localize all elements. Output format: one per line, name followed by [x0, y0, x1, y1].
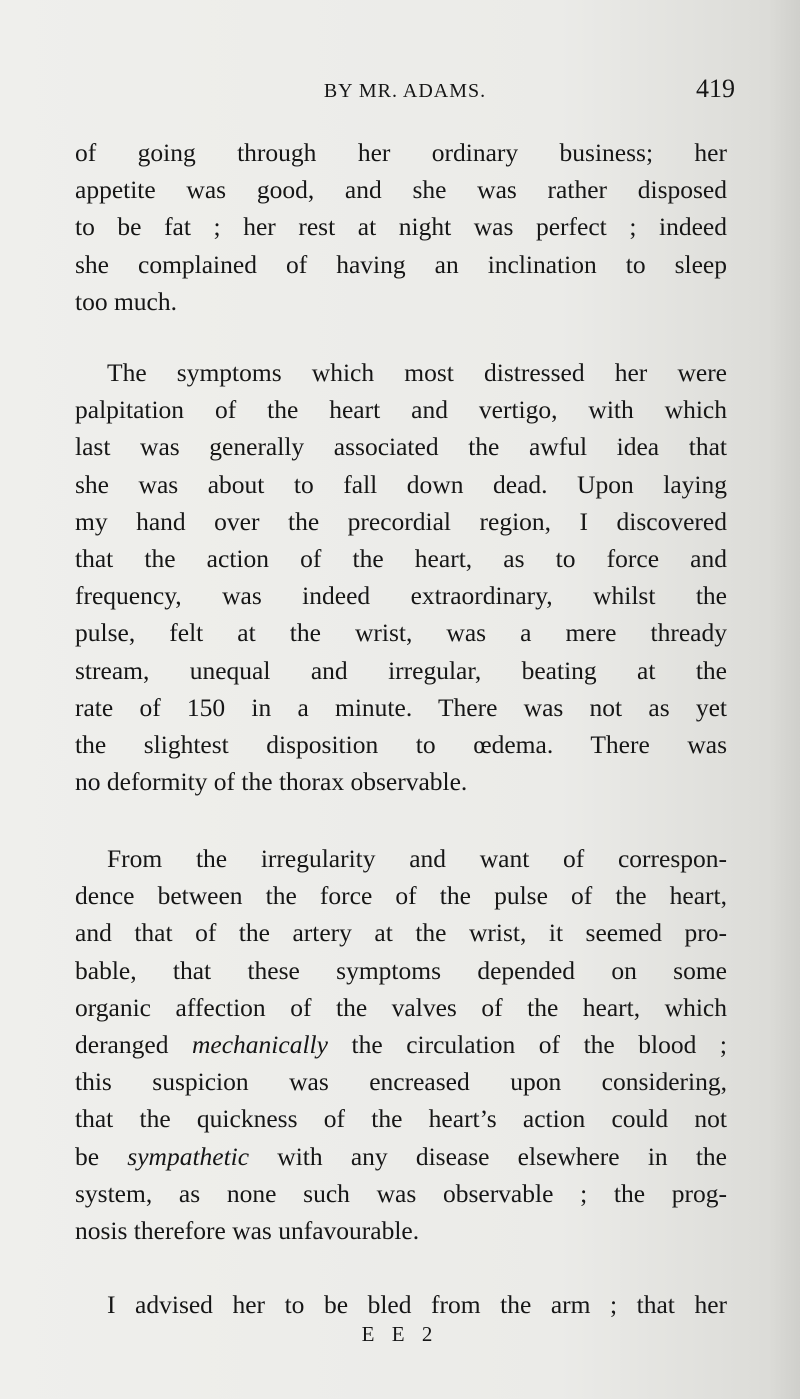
text-line: frequency, was indeed extraordinary, whilst the — [75, 581, 727, 611]
text-run: with any disease elsewhere in the — [249, 1141, 728, 1171]
text-line: and that of the artery at the wrist, it seemed pro- — [75, 918, 727, 948]
text-line: to be fat ; her rest at night was perfect ; indeed — [75, 212, 727, 242]
text-line: nosis therefore was unfavourable. — [75, 1215, 420, 1245]
paragraph-1 — [75, 134, 727, 320]
text-line: dence between the force of the pulse of the heart, — [75, 881, 727, 911]
text-line: system, as none such was observable ; the prog- — [75, 1178, 727, 1208]
paragraph-4 — [75, 1286, 727, 1323]
text-line: she complained of having an inclination to sleep — [75, 249, 727, 279]
text-line: organic affection of the valves of the heart, which — [75, 992, 727, 1022]
text-line: The symptoms which most distressed her were — [107, 358, 727, 387]
text-line: too much. — [75, 286, 177, 316]
text-line: that the action of the heart, as to force and — [75, 543, 727, 573]
text-line: From the irregularity and want of correspon- — [107, 844, 727, 873]
text-line: this suspicion was encreased upon considering, — [75, 1067, 727, 1097]
paragraph-2 — [75, 354, 727, 800]
italic-word: sympathetic — [127, 1141, 250, 1171]
text-run: deranged — [75, 1029, 192, 1059]
text-line: stream, unequal and irregular, beating at the — [75, 655, 727, 685]
italic-word: mechanically — [192, 1029, 328, 1059]
text-line: pulse, felt at the wrist, was a mere thready — [75, 618, 727, 648]
running-head: BY MR. ADAMS. — [323, 80, 487, 102]
text-line: she was about to fall down dead. Upon laying — [75, 469, 727, 499]
text-line: rate of 150 in a minute. There was not as yet — [75, 692, 727, 722]
text-run: be — [75, 1141, 128, 1171]
text-line: of going through her ordinary business; her — [75, 138, 727, 167]
text-line: I advised her to be bled from the arm ; that her — [107, 1290, 727, 1319]
text-line-with-italic — [75, 1026, 727, 1063]
page-number: 419 — [696, 74, 735, 103]
text-line: that the quickness of the heart’s action could not — [75, 1104, 727, 1134]
text-line: no deformity of the thorax observable. — [75, 767, 468, 797]
page-header — [75, 74, 735, 114]
text-line: the slightest disposition to œdema. There was — [75, 729, 727, 759]
text-line: appetite was good, and she was rather disposed — [75, 175, 727, 205]
text-line: last was generally associated the awful idea that — [75, 432, 727, 462]
text-line: palpitation of the heart and vertigo, with which — [75, 395, 727, 425]
paragraph-3 — [75, 840, 727, 1249]
text-run: the circulation of the blood ; — [327, 1029, 727, 1059]
text-line: bable, that these symptoms depended on some — [75, 955, 727, 985]
text-line: my hand over the precordial region, I discovered — [75, 506, 727, 536]
signature-mark: E E 2 — [361, 1322, 439, 1346]
text-line-with-italic — [75, 1138, 727, 1175]
